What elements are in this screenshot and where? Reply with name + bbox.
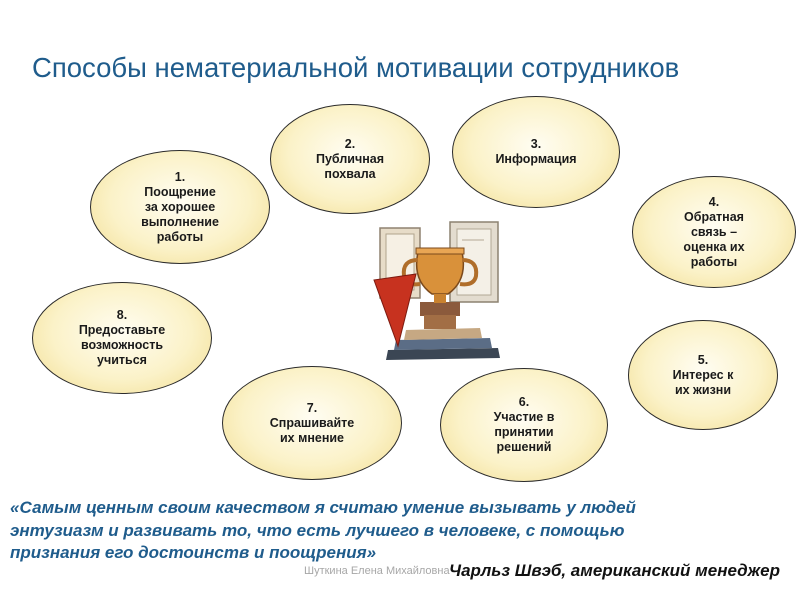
method-number: 2. — [344, 136, 356, 151]
method-ellipse-5 — [628, 320, 778, 430]
method-number: 3. — [530, 137, 542, 151]
method-label: Поощрение за хорошее выполнение работы — [141, 184, 219, 244]
method-label: Интерес к их жизни — [672, 367, 734, 397]
method-ellipse-2 — [270, 104, 430, 214]
quote-text: «Самым ценным своим качеством я считаю умение вызывать у людей энтузиазм и развивать то, что есть лучшего в человеке, с помощью признания его достоинств и поощрения» — [10, 498, 636, 562]
method-ellipse-4 — [632, 176, 796, 288]
method-number: 5. — [697, 352, 709, 367]
author-watermark: Шуткина Елена Михайловна — [304, 565, 450, 577]
method-number: 7. — [306, 400, 318, 415]
method-label: Участие в принятии решений — [493, 410, 555, 454]
method-label: Публичная похвала — [315, 151, 385, 181]
method-label: Предоставьте возможность учиться — [78, 323, 166, 367]
method-ellipse-7 — [222, 366, 402, 480]
method-ellipse-6 — [440, 368, 608, 482]
method-label: Обратная связь – оценка их работы — [683, 209, 745, 269]
method-label: Спрашивайте их мнение — [269, 415, 355, 445]
method-ellipse-3 — [452, 96, 620, 208]
method-label: Информация — [495, 152, 577, 166]
method-number: 1. — [174, 169, 186, 184]
page-title: Способы нематериальной мотивации сотрудников — [32, 52, 680, 83]
method-number: 4. — [708, 194, 720, 209]
quote-author: Чарльз Швэб, американский менеджер — [449, 561, 780, 580]
method-number: 6. — [518, 395, 530, 409]
method-ellipse-8 — [32, 282, 212, 394]
method-ellipse-1 — [90, 150, 270, 264]
trophy-icon — [372, 218, 504, 368]
method-number: 8. — [116, 308, 128, 322]
